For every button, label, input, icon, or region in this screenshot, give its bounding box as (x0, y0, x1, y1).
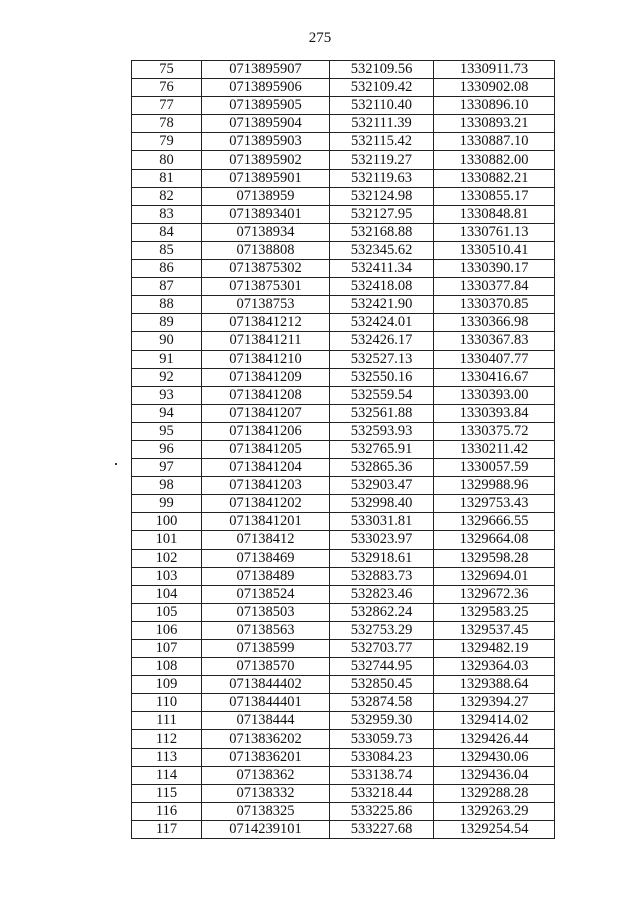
x-coordinate-cell: 532959.30 (330, 712, 434, 730)
x-coordinate-cell: 532109.42 (330, 79, 434, 97)
point-id-cell: 0713844401 (202, 694, 330, 712)
y-coordinate-cell: 1329430.06 (434, 748, 555, 766)
x-coordinate-cell: 532168.88 (330, 223, 434, 241)
table-row (132, 603, 555, 621)
row-number-cell: 116 (132, 802, 202, 820)
table-row (132, 97, 555, 115)
table-row (132, 115, 555, 133)
row-number-cell: 76 (132, 79, 202, 97)
point-id-cell: 07138570 (202, 658, 330, 676)
row-number-cell: 105 (132, 603, 202, 621)
point-id-cell: 0713895905 (202, 97, 330, 115)
row-number-cell: 80 (132, 151, 202, 169)
row-number-cell: 90 (132, 332, 202, 350)
point-id-cell: 0713841211 (202, 332, 330, 350)
table-row (132, 350, 555, 368)
table-row (132, 278, 555, 296)
x-coordinate-cell: 532424.01 (330, 314, 434, 332)
table-row (132, 459, 555, 477)
row-number-cell: 75 (132, 61, 202, 79)
y-coordinate-cell: 1329666.55 (434, 513, 555, 531)
row-number-cell: 86 (132, 260, 202, 278)
row-number-cell: 95 (132, 422, 202, 440)
point-id-cell: 07138444 (202, 712, 330, 730)
x-coordinate-cell: 532110.40 (330, 97, 434, 115)
row-number-cell: 115 (132, 784, 202, 802)
y-coordinate-cell: 1329537.45 (434, 621, 555, 639)
y-coordinate-cell: 1329394.27 (434, 694, 555, 712)
x-coordinate-cell: 532998.40 (330, 495, 434, 513)
table-row (132, 802, 555, 820)
table-row (132, 440, 555, 458)
point-id-cell: 0713895906 (202, 79, 330, 97)
x-coordinate-cell: 532903.47 (330, 477, 434, 495)
x-coordinate-cell: 532421.90 (330, 296, 434, 314)
page-number: 275 (308, 30, 332, 46)
table-row (132, 260, 555, 278)
row-number-cell: 117 (132, 820, 202, 838)
x-coordinate-cell: 532426.17 (330, 332, 434, 350)
y-coordinate-cell: 1330367.83 (434, 332, 555, 350)
x-coordinate-cell: 532593.93 (330, 422, 434, 440)
y-coordinate-cell: 1330761.13 (434, 223, 555, 241)
coordinates-table-body (132, 61, 555, 839)
point-id-cell: 0713841201 (202, 513, 330, 531)
row-number-cell: 99 (132, 495, 202, 513)
y-coordinate-cell: 1330848.81 (434, 205, 555, 223)
y-coordinate-cell: 1330887.10 (434, 133, 555, 151)
table-row (132, 422, 555, 440)
point-id-cell: 0713893401 (202, 205, 330, 223)
x-coordinate-cell: 533023.97 (330, 531, 434, 549)
point-id-cell: 07138332 (202, 784, 330, 802)
x-coordinate-cell: 532874.58 (330, 694, 434, 712)
table-row (132, 386, 555, 404)
table-row (132, 730, 555, 748)
table-row (132, 296, 555, 314)
y-coordinate-cell: 1330882.00 (434, 151, 555, 169)
point-id-cell: 0713844402 (202, 676, 330, 694)
x-coordinate-cell: 532550.16 (330, 368, 434, 386)
table-row (132, 676, 555, 694)
point-id-cell: 0713895903 (202, 133, 330, 151)
row-number-cell: 101 (132, 531, 202, 549)
row-number-cell: 91 (132, 350, 202, 368)
coordinates-table (131, 60, 555, 839)
point-id-cell: 07138325 (202, 802, 330, 820)
table-row (132, 223, 555, 241)
x-coordinate-cell: 532127.95 (330, 205, 434, 223)
row-number-cell: 98 (132, 477, 202, 495)
point-id-cell: 0713841206 (202, 422, 330, 440)
x-coordinate-cell: 533059.73 (330, 730, 434, 748)
table-row (132, 549, 555, 567)
x-coordinate-cell: 532918.61 (330, 549, 434, 567)
point-id-cell: 0713875302 (202, 260, 330, 278)
table-row (132, 658, 555, 676)
y-coordinate-cell: 1330393.84 (434, 404, 555, 422)
row-number-cell: 111 (132, 712, 202, 730)
row-number-cell: 84 (132, 223, 202, 241)
point-id-cell: 0713895904 (202, 115, 330, 133)
table-row (132, 169, 555, 187)
table-row (132, 495, 555, 513)
y-coordinate-cell: 1330416.67 (434, 368, 555, 386)
point-id-cell: 0713836202 (202, 730, 330, 748)
y-coordinate-cell: 1329988.96 (434, 477, 555, 495)
table-row (132, 332, 555, 350)
row-number-cell: 78 (132, 115, 202, 133)
y-coordinate-cell: 1329672.36 (434, 585, 555, 603)
point-id-cell: 0713895901 (202, 169, 330, 187)
row-number-cell: 85 (132, 241, 202, 259)
point-id-cell: 0713841209 (202, 368, 330, 386)
table-row (132, 404, 555, 422)
table-row (132, 133, 555, 151)
x-coordinate-cell: 532124.98 (330, 187, 434, 205)
y-coordinate-cell: 1330510.41 (434, 241, 555, 259)
table-row (132, 784, 555, 802)
row-number-cell: 93 (132, 386, 202, 404)
row-number-cell: 92 (132, 368, 202, 386)
row-number-cell: 109 (132, 676, 202, 694)
row-number-cell: 114 (132, 766, 202, 784)
point-id-cell: 0713841203 (202, 477, 330, 495)
x-coordinate-cell: 532119.27 (330, 151, 434, 169)
y-coordinate-cell: 1329254.54 (434, 820, 555, 838)
point-id-cell: 0713841207 (202, 404, 330, 422)
point-id-cell: 0713895907 (202, 61, 330, 79)
table-row (132, 151, 555, 169)
y-coordinate-cell: 1329583.25 (434, 603, 555, 621)
y-coordinate-cell: 1330370.85 (434, 296, 555, 314)
x-coordinate-cell: 533031.81 (330, 513, 434, 531)
x-coordinate-cell: 532109.56 (330, 61, 434, 79)
y-coordinate-cell: 1330211.42 (434, 440, 555, 458)
y-coordinate-cell: 1330393.00 (434, 386, 555, 404)
x-coordinate-cell: 532765.91 (330, 440, 434, 458)
row-number-cell: 94 (132, 404, 202, 422)
table-row (132, 820, 555, 838)
point-id-cell: 07138503 (202, 603, 330, 621)
table-row (132, 567, 555, 585)
y-coordinate-cell: 1329364.03 (434, 658, 555, 676)
y-coordinate-cell: 1329694.01 (434, 567, 555, 585)
point-id-cell: 07138934 (202, 223, 330, 241)
table-row (132, 712, 555, 730)
y-coordinate-cell: 1329388.64 (434, 676, 555, 694)
row-number-cell: 88 (132, 296, 202, 314)
point-id-cell: 07138412 (202, 531, 330, 549)
row-number-cell: 110 (132, 694, 202, 712)
point-id-cell: 0713841204 (202, 459, 330, 477)
row-number-cell: 89 (132, 314, 202, 332)
point-id-cell: 0713841202 (202, 495, 330, 513)
y-coordinate-cell: 1330893.21 (434, 115, 555, 133)
y-coordinate-cell: 1329753.43 (434, 495, 555, 513)
x-coordinate-cell: 533084.23 (330, 748, 434, 766)
y-coordinate-cell: 1330057.59 (434, 459, 555, 477)
y-coordinate-cell: 1329664.08 (434, 531, 555, 549)
x-coordinate-cell: 532119.63 (330, 169, 434, 187)
y-coordinate-cell: 1330377.84 (434, 278, 555, 296)
table-row (132, 61, 555, 79)
table-row (132, 640, 555, 658)
y-coordinate-cell: 1329414.02 (434, 712, 555, 730)
row-number-cell: 79 (132, 133, 202, 151)
x-coordinate-cell: 532111.39 (330, 115, 434, 133)
x-coordinate-cell: 532345.62 (330, 241, 434, 259)
point-id-cell: 0713841208 (202, 386, 330, 404)
x-coordinate-cell: 532703.77 (330, 640, 434, 658)
x-coordinate-cell: 532527.13 (330, 350, 434, 368)
point-id-cell: 07138469 (202, 549, 330, 567)
point-id-cell: 0713836201 (202, 748, 330, 766)
y-coordinate-cell: 1330855.17 (434, 187, 555, 205)
table-row (132, 694, 555, 712)
row-number-cell: 102 (132, 549, 202, 567)
x-coordinate-cell: 532883.73 (330, 567, 434, 585)
point-id-cell: 0713875301 (202, 278, 330, 296)
y-coordinate-cell: 1329426.44 (434, 730, 555, 748)
table-row (132, 477, 555, 495)
y-coordinate-cell: 1329263.29 (434, 802, 555, 820)
point-id-cell: 07138808 (202, 241, 330, 259)
table-row (132, 187, 555, 205)
x-coordinate-cell: 533225.86 (330, 802, 434, 820)
point-id-cell: 0713895902 (202, 151, 330, 169)
table-row (132, 513, 555, 531)
point-id-cell: 0713841210 (202, 350, 330, 368)
x-coordinate-cell: 532850.45 (330, 676, 434, 694)
table-row (132, 621, 555, 639)
y-coordinate-cell: 1329436.04 (434, 766, 555, 784)
x-coordinate-cell: 533227.68 (330, 820, 434, 838)
row-number-cell: 83 (132, 205, 202, 223)
table-row (132, 314, 555, 332)
row-number-cell: 96 (132, 440, 202, 458)
row-number-cell: 112 (132, 730, 202, 748)
row-number-cell: 107 (132, 640, 202, 658)
x-coordinate-cell: 532823.46 (330, 585, 434, 603)
row-number-cell: 104 (132, 585, 202, 603)
row-number-cell: 106 (132, 621, 202, 639)
point-id-cell: 07138563 (202, 621, 330, 639)
point-id-cell: 0713841212 (202, 314, 330, 332)
x-coordinate-cell: 532744.95 (330, 658, 434, 676)
point-id-cell: 0713841205 (202, 440, 330, 458)
stray-dot-mark (115, 463, 117, 465)
table-row (132, 205, 555, 223)
x-coordinate-cell: 533218.44 (330, 784, 434, 802)
row-number-cell: 82 (132, 187, 202, 205)
row-number-cell: 103 (132, 567, 202, 585)
x-coordinate-cell: 533138.74 (330, 766, 434, 784)
point-id-cell: 07138959 (202, 187, 330, 205)
table-row (132, 368, 555, 386)
x-coordinate-cell: 532115.42 (330, 133, 434, 151)
y-coordinate-cell: 1330896.10 (434, 97, 555, 115)
y-coordinate-cell: 1330882.21 (434, 169, 555, 187)
point-id-cell: 07138599 (202, 640, 330, 658)
row-number-cell: 113 (132, 748, 202, 766)
y-coordinate-cell: 1330407.77 (434, 350, 555, 368)
table-row (132, 766, 555, 784)
y-coordinate-cell: 1330390.17 (434, 260, 555, 278)
x-coordinate-cell: 532411.34 (330, 260, 434, 278)
point-id-cell: 07138753 (202, 296, 330, 314)
y-coordinate-cell: 1329288.28 (434, 784, 555, 802)
row-number-cell: 97 (132, 459, 202, 477)
x-coordinate-cell: 532862.24 (330, 603, 434, 621)
y-coordinate-cell: 1330375.72 (434, 422, 555, 440)
y-coordinate-cell: 1330366.98 (434, 314, 555, 332)
point-id-cell: 07138489 (202, 567, 330, 585)
row-number-cell: 81 (132, 169, 202, 187)
table-row (132, 241, 555, 259)
table-row (132, 531, 555, 549)
y-coordinate-cell: 1330911.73 (434, 61, 555, 79)
row-number-cell: 108 (132, 658, 202, 676)
table-row (132, 748, 555, 766)
y-coordinate-cell: 1329598.28 (434, 549, 555, 567)
y-coordinate-cell: 1329482.19 (434, 640, 555, 658)
x-coordinate-cell: 532865.36 (330, 459, 434, 477)
row-number-cell: 87 (132, 278, 202, 296)
x-coordinate-cell: 532753.29 (330, 621, 434, 639)
row-number-cell: 77 (132, 97, 202, 115)
x-coordinate-cell: 532561.88 (330, 404, 434, 422)
point-id-cell: 0714239101 (202, 820, 330, 838)
x-coordinate-cell: 532559.54 (330, 386, 434, 404)
point-id-cell: 07138362 (202, 766, 330, 784)
y-coordinate-cell: 1330902.08 (434, 79, 555, 97)
point-id-cell: 07138524 (202, 585, 330, 603)
row-number-cell: 100 (132, 513, 202, 531)
table-row (132, 585, 555, 603)
table-row (132, 79, 555, 97)
x-coordinate-cell: 532418.08 (330, 278, 434, 296)
